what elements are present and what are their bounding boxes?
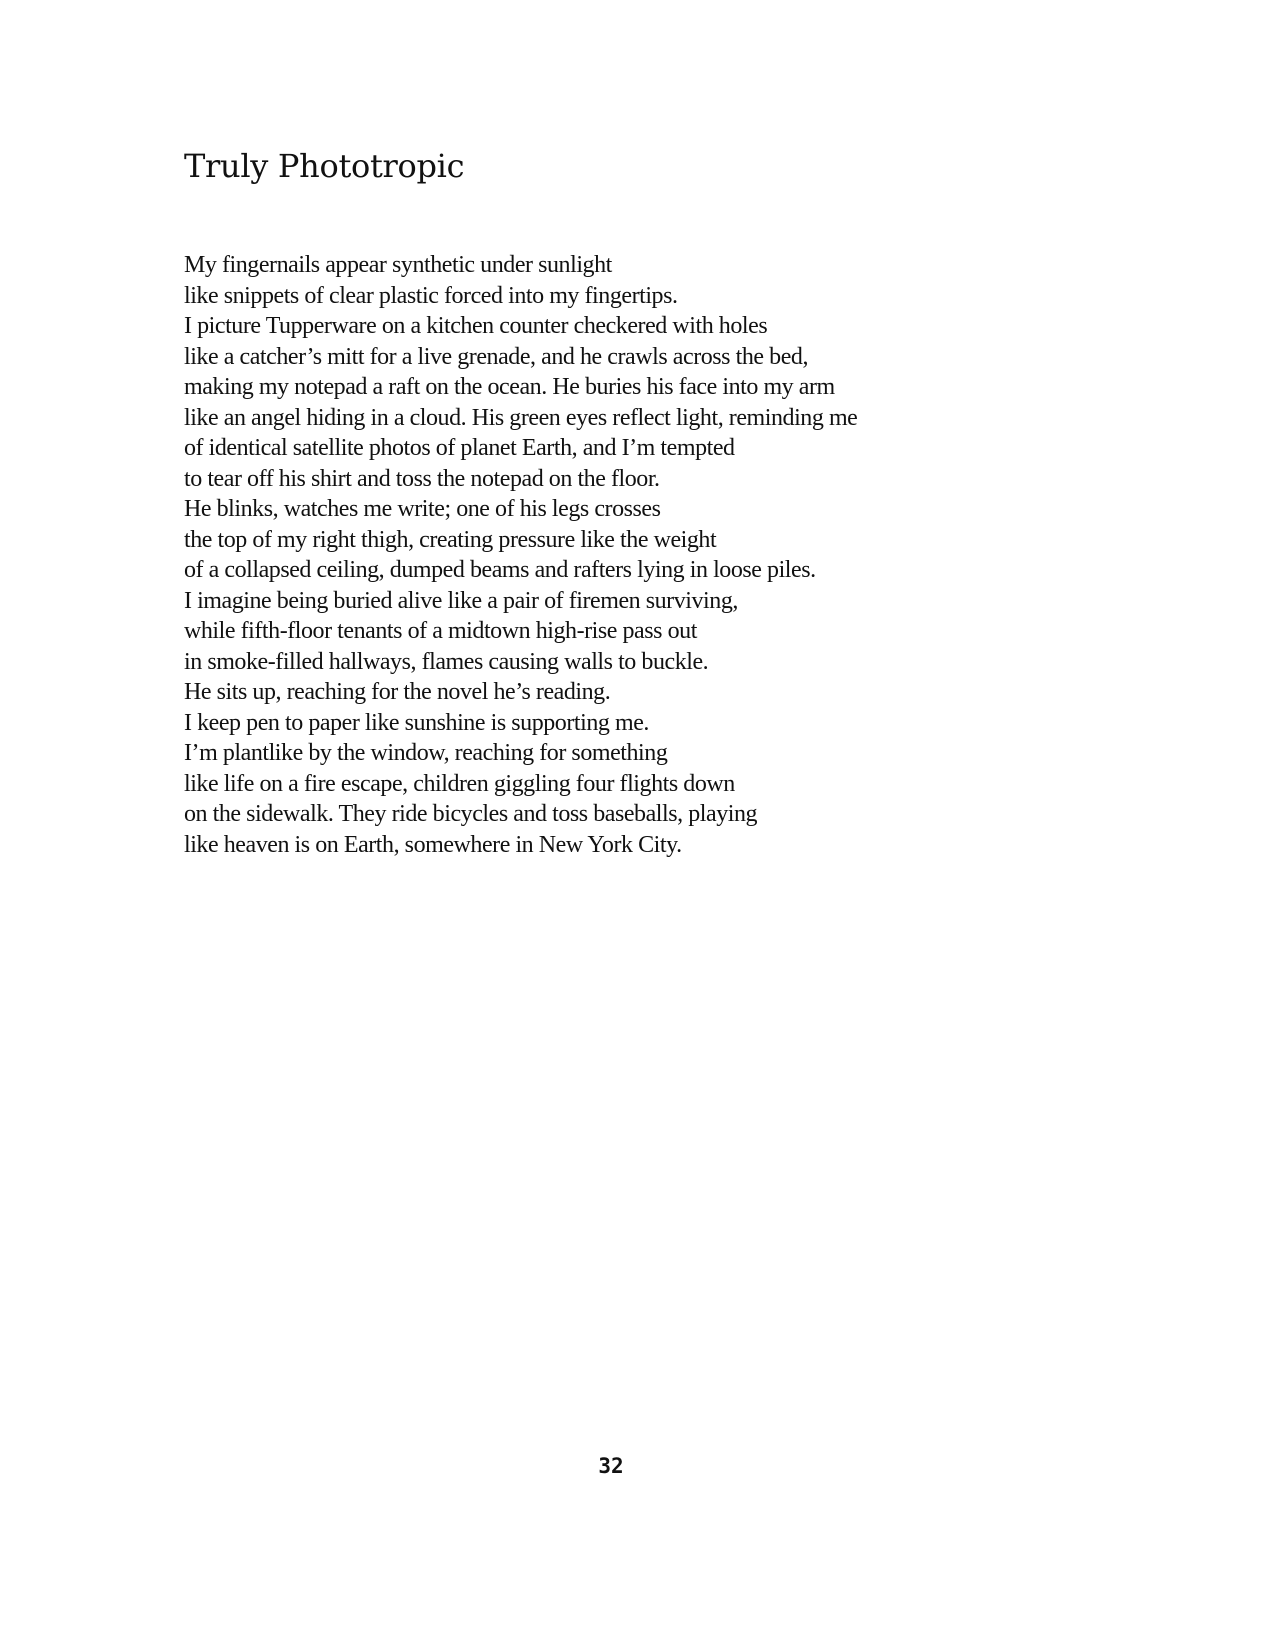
poem-line: making my notepad a raft on the ocean. He buries his face into my arm [184, 374, 835, 400]
poem-line: I picture Tupperware on a kitchen counter checkered with holes [184, 313, 768, 339]
poem-line: in smoke-filled hallways, flames causing walls to buckle. [184, 648, 709, 675]
poem-line: the top of my right thigh, creating pressure like the weight [184, 526, 717, 553]
page-number: 32 [598, 1454, 624, 1478]
poem-line: I imagine being buried alive like a pair of firemen surviving, [184, 587, 738, 614]
poem-line: I’m plantlike by the window, reaching for something [184, 740, 668, 766]
poem-line: like heaven is on Earth, somewhere in New York City. [184, 831, 682, 858]
poem-line: I keep pen to paper like sunshine is supporting me. [184, 709, 649, 736]
poem-line: while fifth-floor tenants of a midtown high-rise pass out [184, 618, 697, 644]
poem-line: like a catcher’s mitt for a live grenade, and he crawls across the bed, [184, 343, 808, 370]
poem-body [184, 250, 857, 860]
poem-line: He sits up, reaching for the novel he’s reading. [184, 679, 611, 705]
poem-line: My fingernails appear synthetic under sunlight [184, 252, 612, 278]
poem-line: to tear off his shirt and toss the notepad on the floor. [184, 465, 660, 492]
poem-line: of a collapsed ceiling, dumped beams and rafters lying in loose piles. [184, 557, 816, 583]
poem-line: like snippets of clear plastic forced into my fingertips. [184, 282, 678, 309]
poem-title: Truly Phototropic [184, 147, 465, 185]
poem-line: He blinks, watches me write; one of his legs crosses [184, 496, 661, 522]
poem-line: like an angel hiding in a cloud. His green eyes reflect light, reminding me [184, 404, 858, 431]
poem-line: of identical satellite photos of planet Earth, and I’m tempted [184, 435, 735, 461]
poem-line: on the sidewalk. They ride bicycles and toss baseballs, playing [184, 801, 758, 827]
poem-line: like life on a fire escape, children giggling four flights down [184, 770, 735, 797]
